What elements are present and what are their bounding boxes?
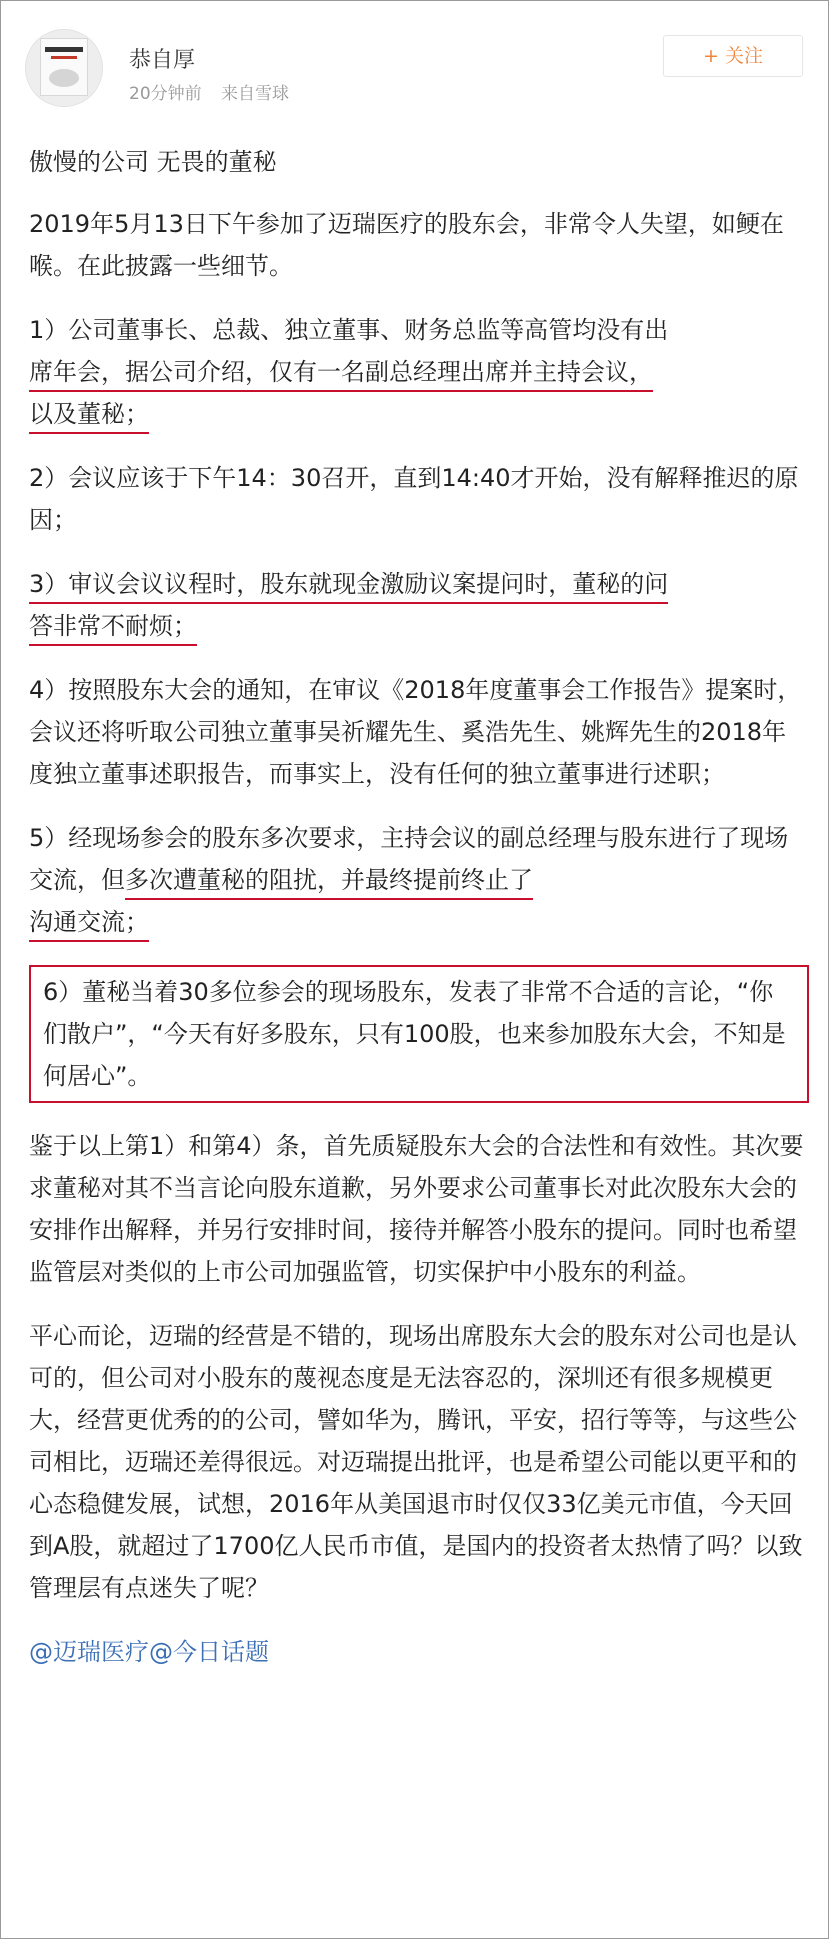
point-2: 2）会议应该于下午14：30召开，直到14:40才开始，没有解释推迟的原因； — [29, 464, 799, 534]
underline-highlight: 席年会，据公司介绍，仅有一名副总经理出席并主持会议， — [29, 358, 653, 392]
avatar[interactable] — [25, 29, 103, 107]
intro-paragraph: 2019年5月13日下午参加了迈瑞医疗的股东会，非常令人失望，如鲠在喉。在此披露一些细节。 — [29, 210, 784, 280]
point-4: 4）按照股东大会的通知，在审议《2018年度董事会工作报告》提案时，会议还将听取公司独立董事吴祈耀先生、奚浩先生、姚辉先生的2018年度独立董事述职报告，而事实上，没有任何的独立董事进行述职； — [29, 676, 802, 788]
post-source: 来自雪球 — [221, 84, 290, 104]
tag-mindray[interactable]: @迈瑞医疗 — [29, 1638, 149, 1666]
point-1: 1）公司董事长、总裁、独立董事、财务总监等高管均没有出 席年会，据公司介绍，仅有一名副总经理出席并主持会议， 以及董秘； — [29, 309, 809, 435]
closing-paragraph: 平心而论，迈瑞的经营是不错的，现场出席股东大会的股东对公司也是认可的，但公司对小股东的蔑视态度是无法容忍的，深圳还有很多规模更大，经营更优秀的的公司，譬如华为，腾讯，平安，招行等等，与这些公司相比，迈瑞还差得很远。对迈瑞提出批评，也是希望公司能以更平和的心态稳健发展，试想，2016年从美国退市时仅仅33亿美元市值，今天回到A股，就超过了1700亿人民币市值，是国内的投资者太热情了吗？以致管理层有点迷失了呢？ — [29, 1322, 803, 1602]
point-3 — [29, 563, 809, 647]
post-content — [29, 141, 809, 1673]
underline-highlight: 沟通交流； — [29, 908, 149, 942]
post-meta — [129, 79, 303, 104]
underline-highlight: 答非常不耐烦； — [29, 612, 197, 646]
post-time: 20分钟前 — [129, 84, 202, 104]
conclusion-paragraph: 鉴于以上第1）和第4）条，首先质疑股东大会的合法性和有效性。其次要求董秘对其不当言论向股东道歉，另外要求公司董事长对此次股东大会的安排作出解释，并另行安排时间，接待并解答小股东的提问。同时也希望监管层对类似的上市公司加强监管，切实保护中小股东的利益。 — [29, 1132, 804, 1286]
point-6-highlight-box: 6）董秘当着30多位参会的现场股东，发表了非常不合适的言论，“你们散户”，“今天有好多股东，只有100股，也来参加股东大会，不知是何居心”。 — [29, 965, 809, 1103]
author-name[interactable]: 恭自厚 — [129, 48, 196, 73]
follow-button[interactable]: + 关注 — [663, 35, 803, 77]
tag-today-topic[interactable]: @今日话题 — [149, 1638, 269, 1666]
underline-highlight: 以及董秘； — [29, 400, 149, 434]
book-cover-icon — [40, 38, 88, 96]
point-5: 5）经现场参会的股东多次要求，主持会议的副总经理与股东进行了现场交流，但多次遭董秘的阻扰，并最终提前终止了 沟通交流； — [29, 817, 809, 943]
underline-highlight: 多次遭董秘的阻扰，并最终提前终止了 — [125, 866, 533, 900]
underline-highlight: 3）审议会议议程时，股东就现金激励议案提问时，董秘的问 — [29, 570, 668, 604]
post-title: 傲慢的公司 无畏的董秘 — [29, 148, 277, 176]
post-header — [1, 1, 828, 131]
topic-tags — [29, 1631, 809, 1673]
